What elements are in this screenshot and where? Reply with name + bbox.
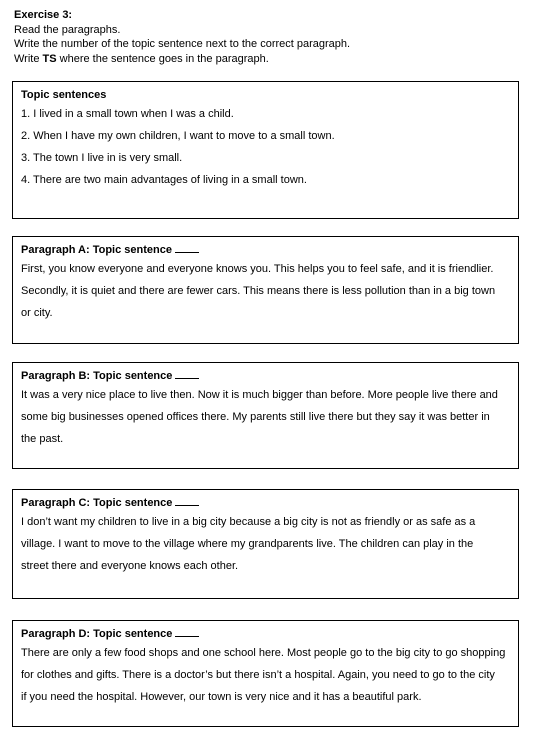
topic-sentences-title: Topic sentences: [21, 89, 107, 101]
topic-sentence-4: 4. There are two main advantages of living in a small town.: [21, 174, 307, 186]
paragraph-d-line-3: if you need the hospital. However, our town is very nice and it has a beautiful park.: [21, 691, 422, 703]
instruction-3-start: Write: [14, 52, 43, 65]
paragraph-c-line-2: village. I want to move to the village where my grandparents live. The children can play in the: [21, 538, 474, 550]
paragraph-a-title-text: Paragraph A: Topic sentence: [21, 244, 172, 256]
paragraph-a-line-1: First, you know everyone and everyone knows you. This helps you to feel safe, and it is friendlier.: [21, 263, 494, 275]
paragraph-c-line-1: I don’t want my children to live in a big city because a big city is not as friendly or as safe as a: [21, 516, 476, 528]
paragraph-c-title-text: Paragraph C: Topic sentence: [21, 497, 173, 509]
paragraph-c-box: [12, 489, 519, 599]
paragraph-c-answer-blank[interactable]: [175, 496, 199, 506]
paragraph-a-box: [12, 236, 519, 344]
paragraph-c-title: [21, 496, 510, 510]
paragraph-b-title: [21, 369, 510, 383]
paragraph-b-line-2: some big businesses opened offices there. My parents still live there but they say it was better in: [21, 411, 490, 423]
paragraph-b-answer-blank[interactable]: [175, 369, 199, 379]
paragraph-b-box: [12, 362, 519, 469]
paragraph-a-answer-blank[interactable]: [175, 243, 199, 253]
paragraph-a-line-3: or city.: [21, 307, 53, 319]
paragraph-d-box: [12, 620, 519, 727]
paragraph-b-title-text: Paragraph B: Topic sentence: [21, 370, 173, 382]
instruction-3: [14, 52, 350, 67]
instruction-3-ts: TS: [42, 52, 57, 65]
paragraph-a-line-2: Secondly, it is quiet and there are fewer cars. This means there is less pollution than in a big town: [21, 285, 496, 297]
instruction-1: Read the paragraphs.: [14, 23, 121, 36]
topic-sentence-3: 3. The town I live in is very small.: [21, 152, 183, 164]
paragraph-b-line-3: the past.: [21, 433, 64, 445]
topic-sentences-box: [12, 81, 519, 219]
instruction-2: Write the number of the topic sentence next to the correct paragraph.: [14, 38, 351, 50]
paragraph-d-title-text: Paragraph D: Topic sentence: [21, 628, 173, 640]
paragraph-d-title: [21, 627, 510, 641]
topic-sentence-1: 1. I lived in a small town when I was a child.: [21, 108, 234, 120]
paragraph-c-line-3: street there and everyone knows each other.: [21, 560, 239, 572]
topic-sentence-2: 2. When I have my own children, I want to move to a small town.: [21, 130, 335, 142]
paragraph-b-line-1: It was a very nice place to live then. Now it is much bigger than before. More people live there and: [21, 389, 498, 401]
paragraph-d-answer-blank[interactable]: [175, 627, 199, 637]
paragraph-d-line-1: There are only a few food shops and one school here. Most people go to the big city to go shopping: [21, 647, 506, 659]
exercise-title: Exercise 3:: [14, 9, 73, 21]
paragraph-a-title: [21, 243, 510, 257]
instruction-3-end: where the sentence goes in the paragraph.: [56, 52, 269, 65]
paragraph-d-line-2: for clothes and gifts. There is a doctor’s but there isn’t a hospital. Again, you need to go to the city: [21, 669, 495, 681]
exercise-header: [14, 8, 350, 66]
